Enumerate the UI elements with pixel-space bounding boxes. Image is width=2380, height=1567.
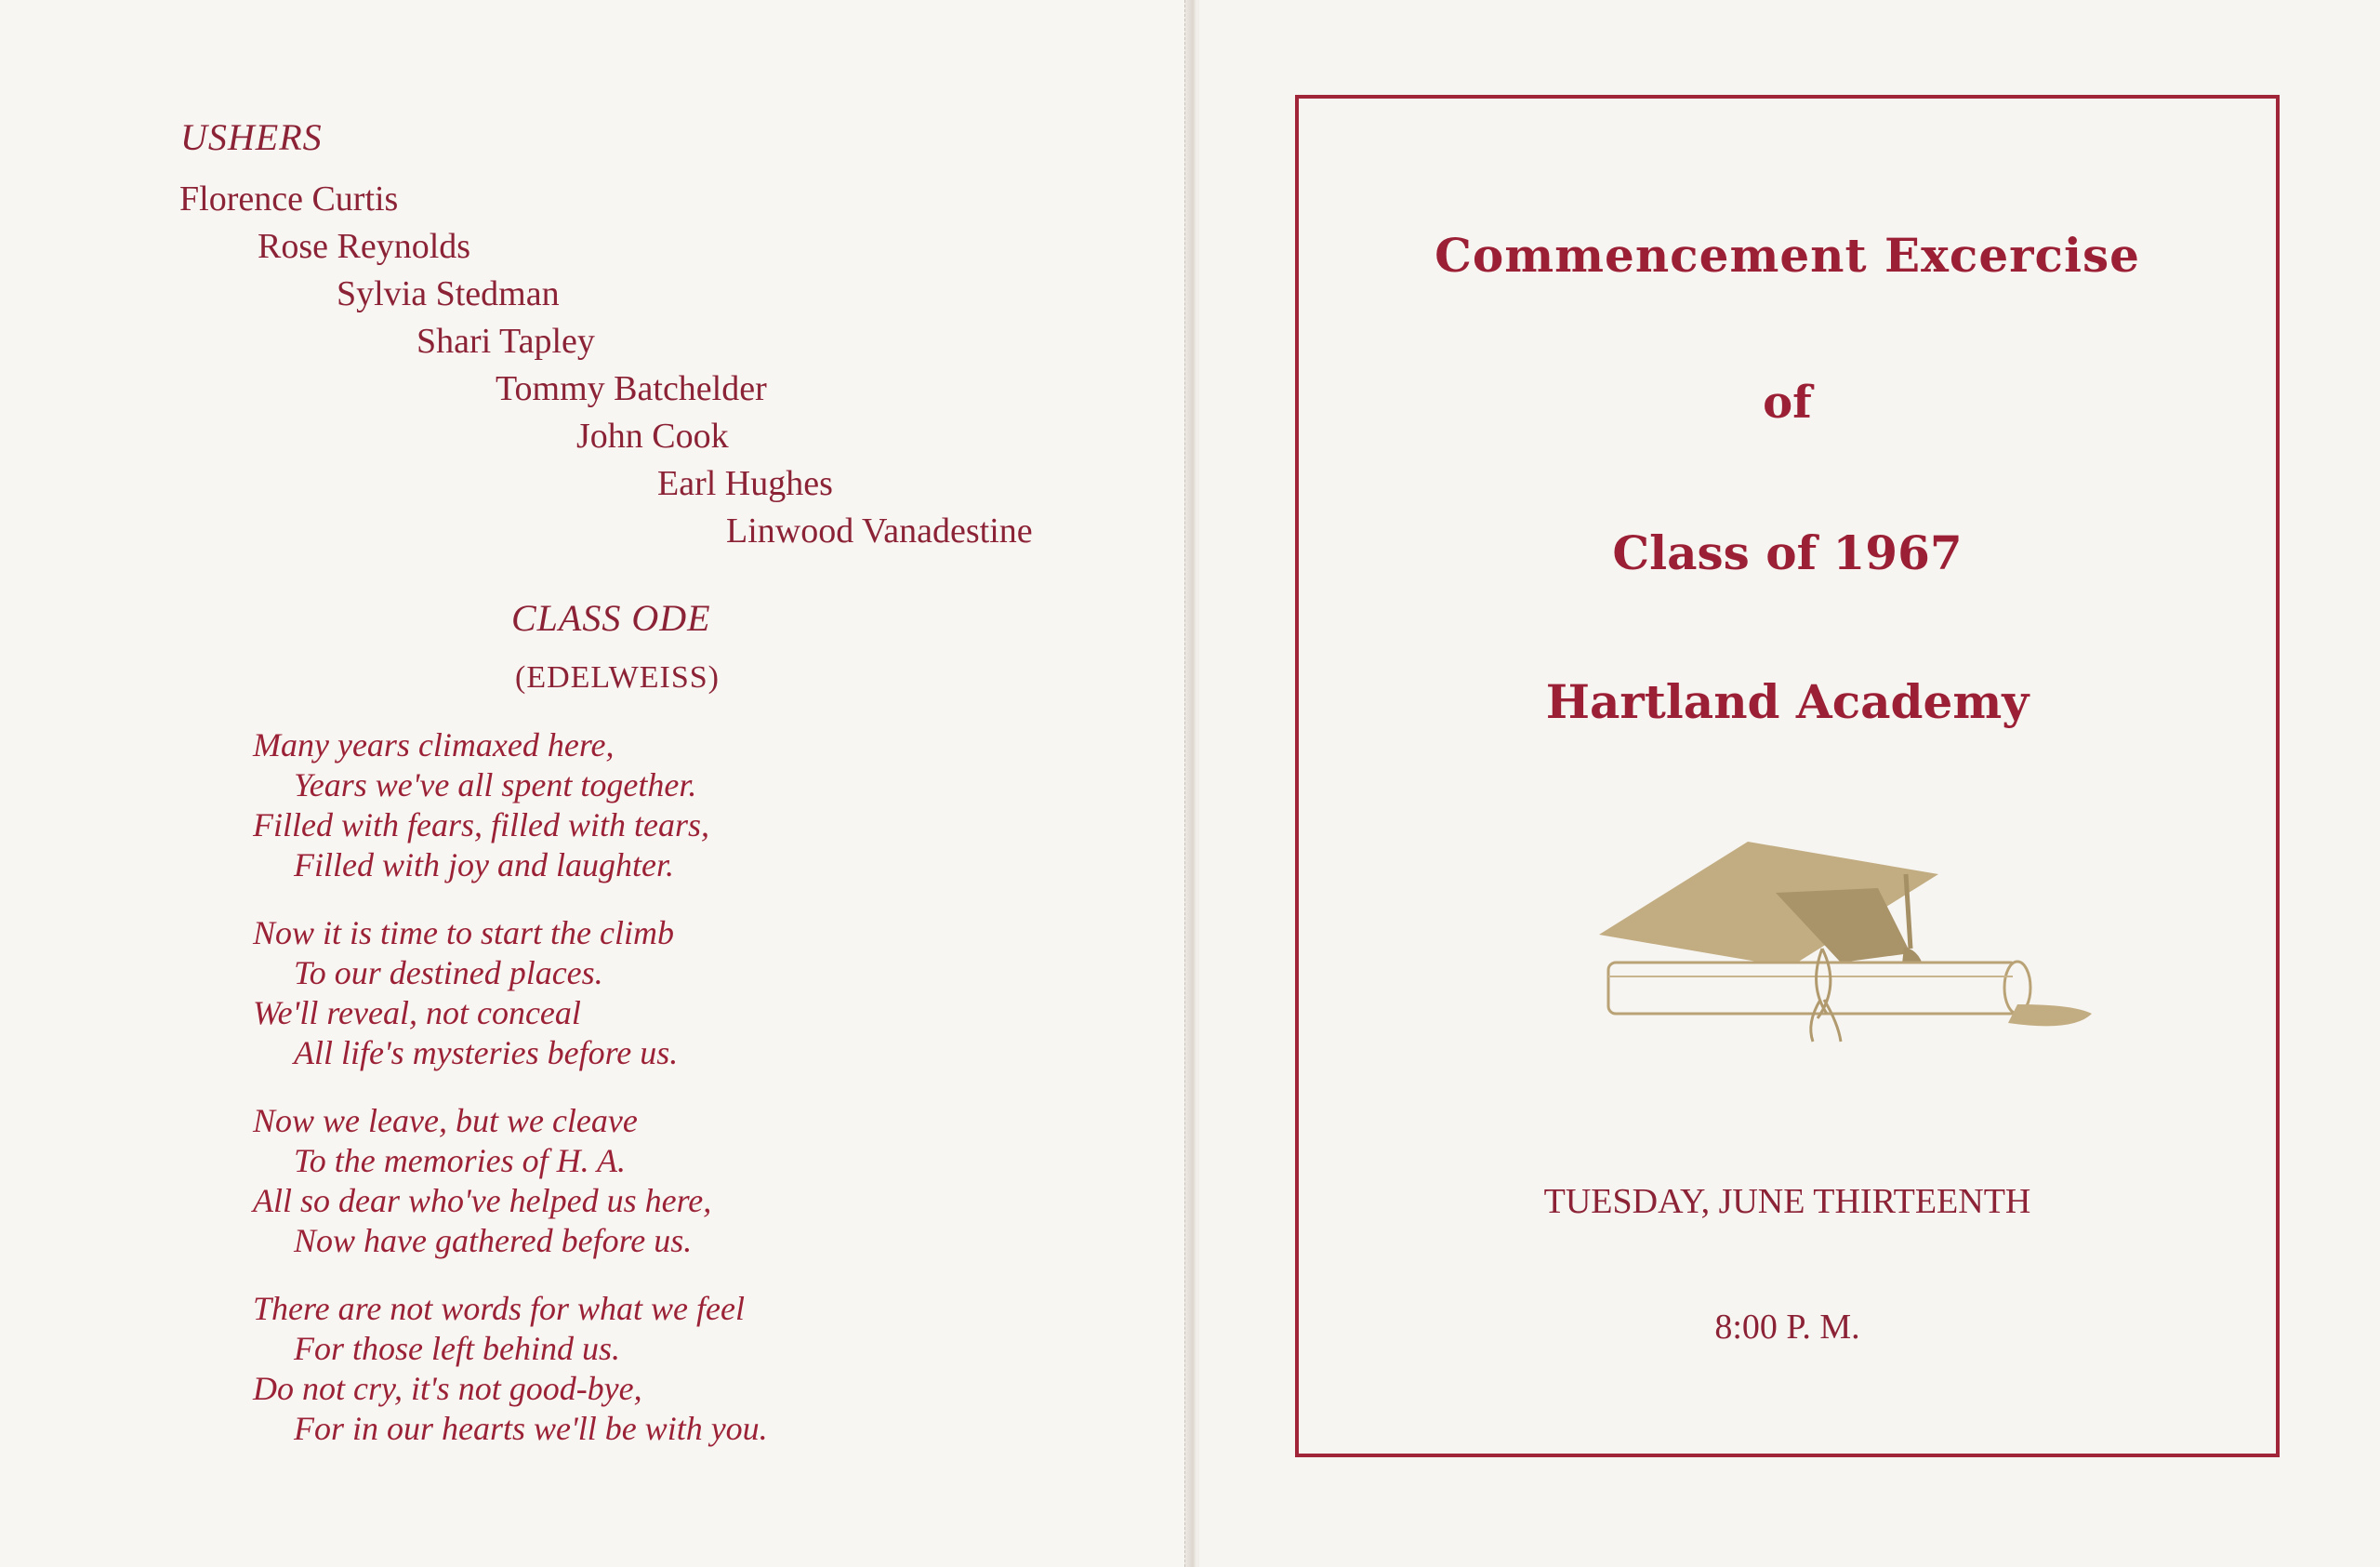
- ode-line: To our destined places.: [294, 954, 603, 991]
- ceremony-time: 8:00 P. M.: [1714, 1308, 1860, 1347]
- cover-school-name: Hartland Academy: [1545, 674, 2030, 729]
- usher-name: Tommy Batchelder: [496, 369, 767, 408]
- cover-title-line: Commencement Excercise: [1435, 228, 2140, 283]
- ode-stanza-1: [253, 725, 709, 885]
- ode-line: We'll reveal, not conceal: [253, 994, 581, 1031]
- ode-stanza-3: [253, 1101, 711, 1261]
- cover-class-year: Class of 1967: [1612, 525, 1963, 580]
- ushers-heading: USHERS: [180, 116, 323, 158]
- cover-border: [1295, 95, 2280, 1457]
- usher-name: Florence Curtis: [179, 179, 399, 219]
- ode-line: To the memories of H. A.: [294, 1142, 627, 1179]
- ode-line: There are not words for what we feel: [253, 1290, 745, 1327]
- usher-name: Sylvia Stedman: [337, 274, 560, 313]
- ode-line: For in our hearts we'll be with you.: [294, 1410, 768, 1447]
- ode-line: Now have gathered before us.: [294, 1222, 693, 1259]
- usher-name: Shari Tapley: [416, 322, 595, 361]
- diploma-scroll: [1608, 963, 2017, 1014]
- usher-name: John Cook: [576, 417, 729, 456]
- usher-name: Rose Reynolds: [258, 227, 471, 266]
- graduation-cap-and-diploma-icon: [1599, 837, 2092, 1051]
- ode-line: Do not cry, it's not good-bye,: [253, 1370, 642, 1407]
- usher-name: Earl Hughes: [657, 464, 833, 503]
- ode-line: All life's mysteries before us.: [294, 1034, 679, 1071]
- diploma-shadow: [2008, 1004, 2092, 1026]
- ode-stanza-4: [253, 1289, 768, 1449]
- usher-name: Linwood Vanadestine: [726, 511, 1033, 551]
- ode-line: All so dear who've helped us here,: [253, 1182, 712, 1219]
- ode-line: Now it is time to start the climb: [253, 914, 675, 951]
- ode-line: Now we leave, but we cleave: [253, 1102, 638, 1139]
- ode-line: For those left behind us.: [294, 1330, 620, 1367]
- cover-title-of: of: [1763, 377, 1812, 429]
- ode-line: Filled with joy and laughter.: [294, 846, 674, 883]
- ode-line: Many years climaxed here,: [253, 726, 615, 764]
- class-ode-heading: CLASS ODE: [511, 597, 711, 639]
- ode-line: Years we've all spent together.: [294, 766, 697, 803]
- class-ode-tune: (EDELWEISS): [515, 660, 720, 695]
- ode-line: Filled with fears, filled with tears,: [253, 806, 709, 843]
- ode-stanza-2: [253, 913, 678, 1073]
- ceremony-date: TUESDAY, JUNE THIRTEENTH: [1543, 1182, 2031, 1221]
